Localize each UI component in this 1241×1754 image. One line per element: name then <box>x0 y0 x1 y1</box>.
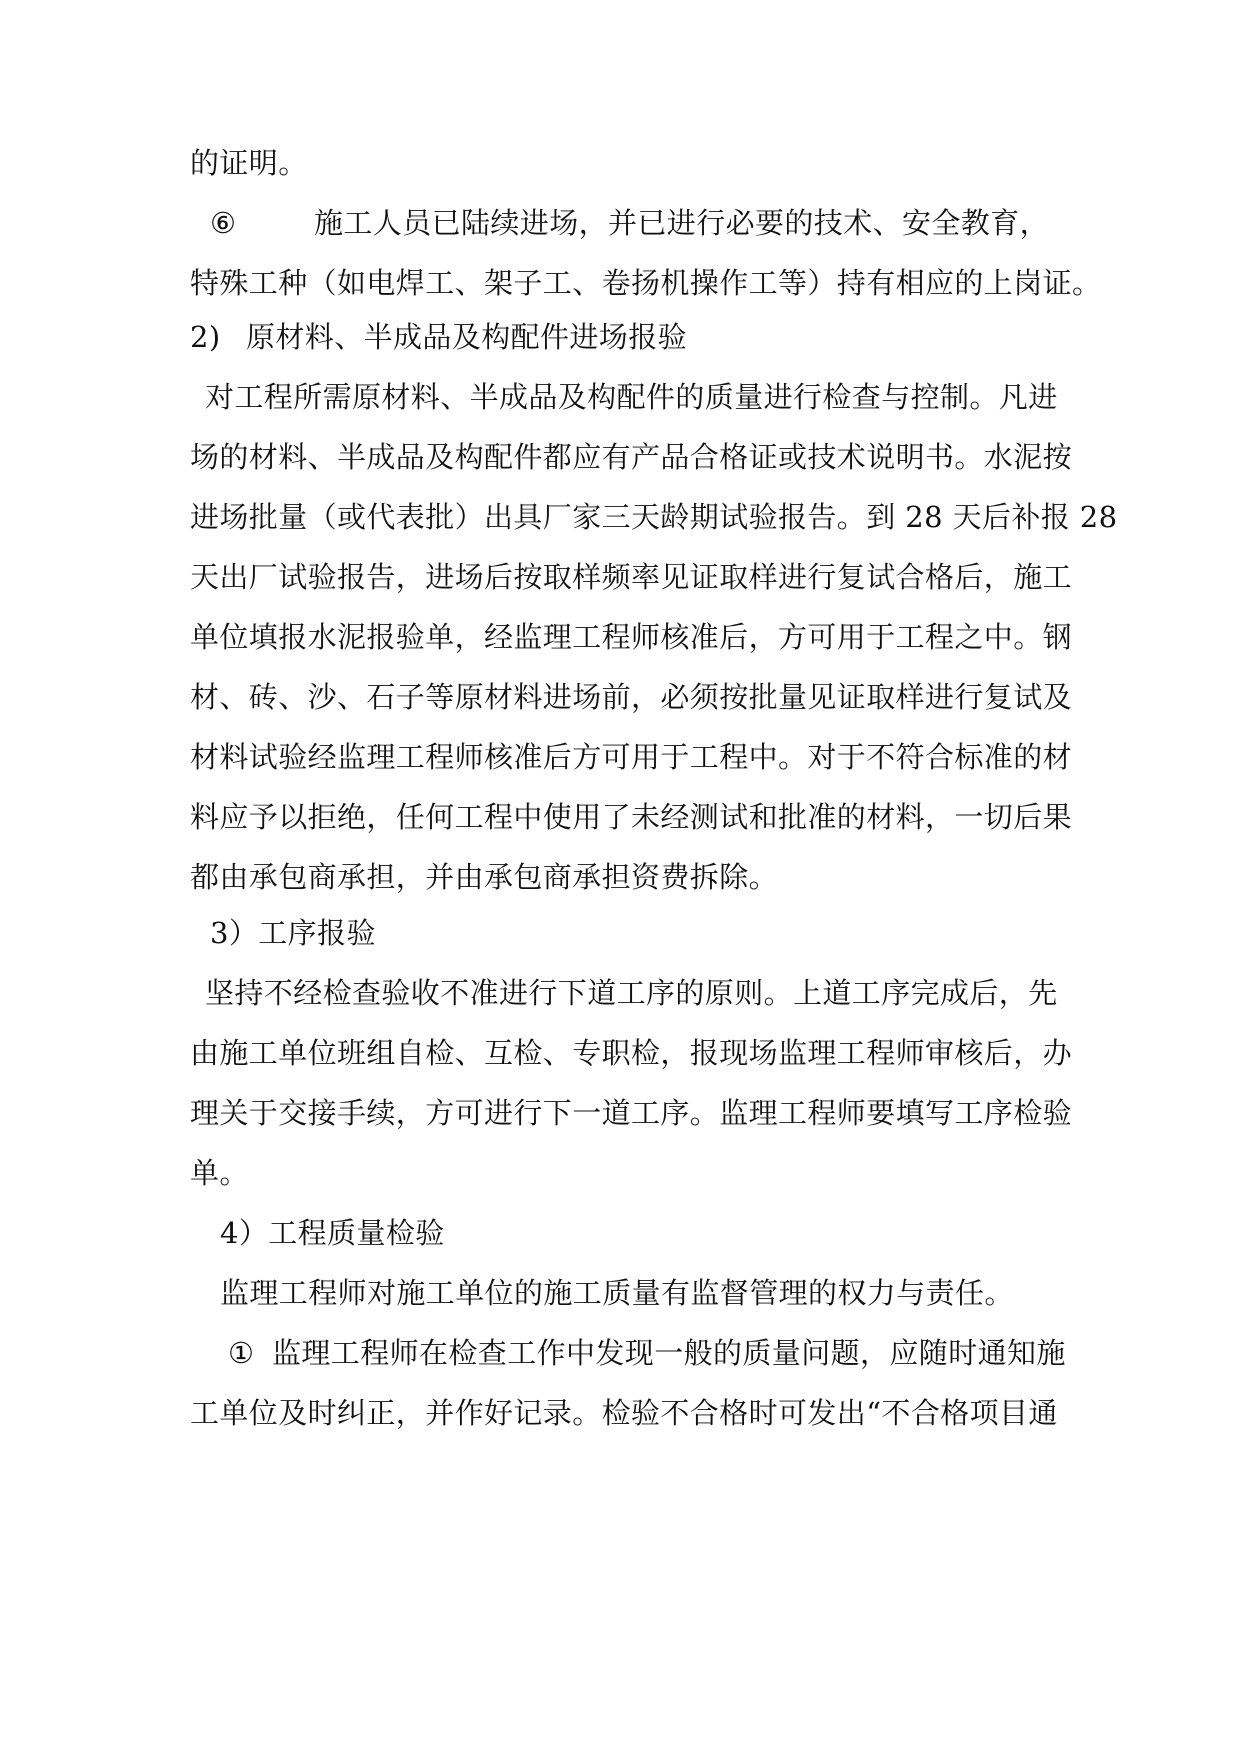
item-marker: ⑥ <box>210 206 237 240</box>
text-line: 单位填报水泥报验单，经监理工程师核准后，方可用于工程之中。钢 <box>190 620 1073 654</box>
text-line: 料应予以拒绝，任何工程中使用了未经测试和批准的材料，一切后果 <box>190 800 1073 834</box>
text-line: 特殊工种（如电焊工、架子工、卷扬机操作工等）持有相应的上岗证。 <box>190 266 1102 300</box>
text-line: 由施工单位班组自检、互检、专职检，报现场监理工程师审核后，办 <box>190 1036 1073 1070</box>
text-line: 天出厂试验报告，进场后按取样频率见证取样进行复试合格后，施工 <box>190 560 1073 594</box>
text-line: 都由承包商承担，并由承包商承担资费拆除。 <box>190 860 779 894</box>
text-line: 材、砖、沙、石子等原材料进场前，必须按批量见证取样进行复试及 <box>190 680 1073 714</box>
text-line: 场的材料、半成品及构配件都应有产品合格证或技术说明书。水泥按 <box>190 440 1073 474</box>
text-line: 理关于交接手续，方可进行下一道工序。监理工程师要填写工序检验 <box>190 1096 1073 1130</box>
text-line: 监理工程师对施工单位的施工质量有监督管理的权力与责任。 <box>220 1276 1014 1310</box>
text-line: 工单位及时纠正，并作好记录。检验不合格时可发出“不合格项目通 <box>190 1396 1058 1430</box>
item-marker: ① <box>228 1336 255 1370</box>
text-line: 施工人员已陆续进场，并已进行必要的技术、安全教育， <box>314 206 1050 240</box>
heading-text: 原材料、半成品及构配件进场报验 <box>246 320 688 354</box>
list-item-6 <box>210 203 1049 243</box>
text-line: 材料试验经监理工程师核准后方可用于工程中。对于不符合标准的材 <box>190 740 1073 774</box>
list-item-1 <box>228 1333 1066 1373</box>
text-line: 的证明。 <box>190 146 308 180</box>
text-line: 监理工程师在检查工作中发现一般的质量问题，应随时通知施 <box>272 1336 1066 1370</box>
text-line: 进场批量（或代表批）出具厂家三天龄期试验报告。到 28 天后补报 28 <box>190 500 1118 534</box>
section-heading-2 <box>190 317 687 357</box>
section-heading-4: 4）工程质量检验 <box>220 1216 445 1250</box>
item-marker: 2) <box>190 320 221 354</box>
text-line: 单。 <box>190 1156 249 1190</box>
text-line: 对工程所需原材料、半成品及构配件的质量进行检查与控制。凡进 <box>205 380 1058 414</box>
section-heading-3: 3）工序报验 <box>210 916 376 950</box>
text-line: 坚持不经检查验收不准进行下道工序的原则。上道工序完成后，先 <box>205 976 1058 1010</box>
